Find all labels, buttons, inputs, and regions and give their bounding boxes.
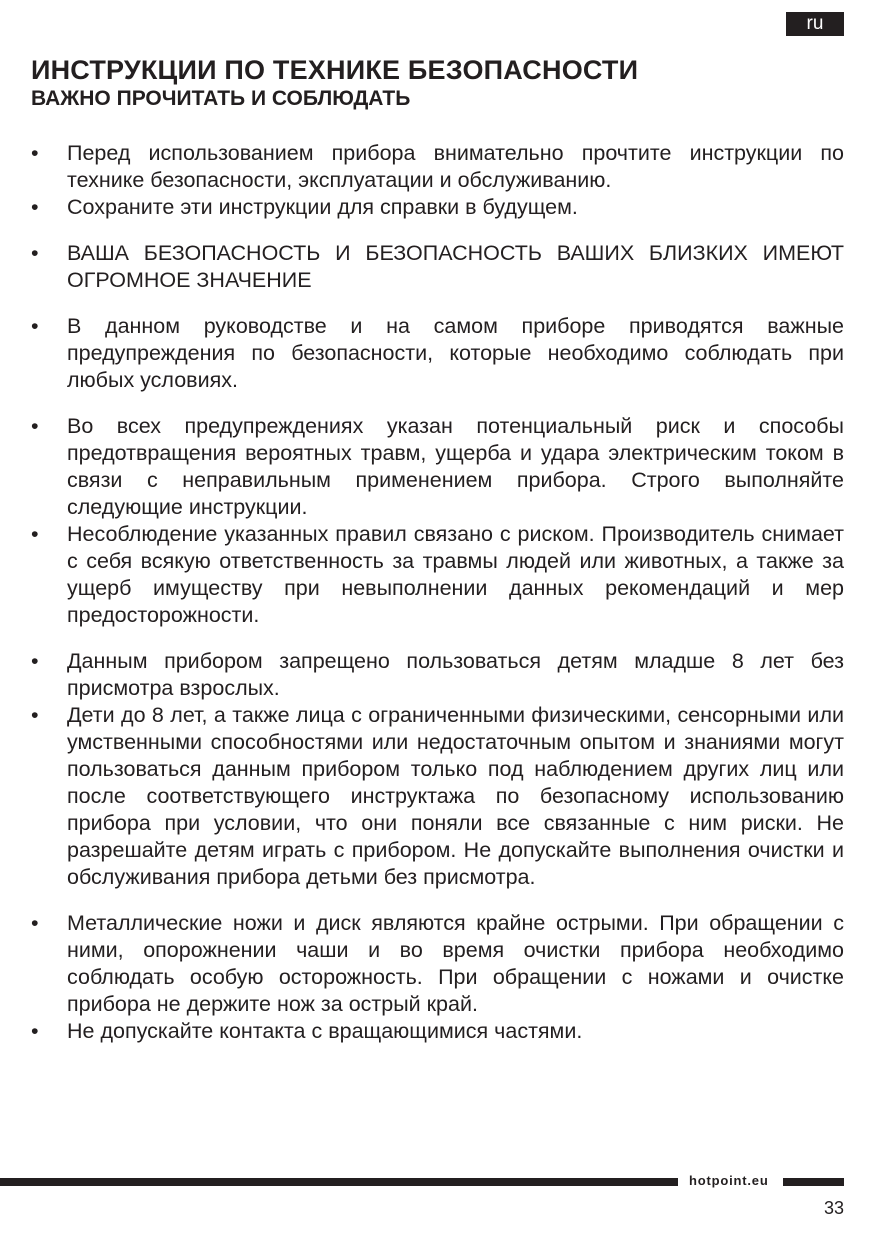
- instruction-text: ВАША БЕЗОПАСНОСТЬ И БЕЗОПАСНОСТЬ ВАШИХ БЛИЗКИХ ИМЕЮТ ОГРОМНОЕ ЗНАЧЕНИЕ: [67, 241, 844, 292]
- instruction-group: [31, 140, 844, 221]
- instruction-group: [31, 910, 844, 1045]
- bullet-icon: •: [31, 703, 39, 727]
- instruction-text: Дети до 8 лет, а также лица с ограниченными физическими, сенсорными или умственными способностями или недостаточным опытом и знаниями могут пользоваться данным прибором только под наблюдением других лиц или после соответствующего инструктажа по безопасному использованию прибора при условии, что они поняли все связанные с ним риски. Не разрешайте детям играть с прибором. Не допускайте выполнения очистки и обслуживания прибора детьми без присмотра.: [67, 703, 844, 889]
- page-number: 33: [823, 1198, 844, 1218]
- instruction-text: Данным прибором запрещено пользоваться детям младше 8 лет без присмотра взрослых.: [67, 649, 844, 700]
- bullet-icon: •: [31, 414, 39, 438]
- instruction-item: [31, 413, 844, 521]
- instruction-item: [31, 1018, 844, 1045]
- instruction-text: В данном руководстве и на самом приборе приводятся важные предупреждения по безопасности, которые необходимо соблюдать при любых условиях.: [67, 314, 844, 392]
- instruction-item: [31, 194, 844, 221]
- bullet-icon: •: [31, 241, 39, 265]
- instruction-item: [31, 702, 844, 891]
- instruction-group: [31, 648, 844, 891]
- footer-rule-left: [0, 1178, 678, 1186]
- bullet-icon: •: [31, 911, 39, 935]
- instruction-text: Сохраните эти инструкции для справки в будущем.: [67, 195, 578, 219]
- instruction-group: [31, 313, 844, 394]
- bullet-icon: •: [31, 1019, 39, 1043]
- safety-instructions-list: [31, 140, 844, 1064]
- bullet-icon: •: [31, 522, 39, 546]
- instruction-group: [31, 413, 844, 629]
- page-title: ИНСТРУКЦИИ ПО ТЕХНИКЕ БЕЗОПАСНОСТИ: [31, 55, 639, 85]
- instruction-item: [31, 140, 844, 194]
- bullet-icon: •: [31, 141, 39, 165]
- instruction-item: [31, 910, 844, 1018]
- bullet-icon: •: [31, 314, 39, 338]
- footer-brand: hotpoint.eu: [689, 1173, 769, 1188]
- bullet-icon: •: [31, 195, 39, 219]
- instruction-item: [31, 648, 844, 702]
- instruction-group: [31, 240, 844, 294]
- instruction-text: Перед использованием прибора внимательно прочтите инструкции по технике безопасности, эксплуатации и обслуживанию.: [67, 141, 844, 192]
- bullet-icon: •: [31, 649, 39, 673]
- language-badge: ru: [786, 12, 844, 36]
- instruction-text: Металлические ножи и диск являются крайне острыми. При обращении с ними, опорожнении чаши и во время очистки прибора необходимо соблюдать особую осторожность. При обращении с ножами и очистке прибора не держите нож за острый край.: [67, 911, 844, 1016]
- instruction-item: [31, 240, 844, 294]
- instruction-text: Во всех предупреждениях указан потенциальный риск и способы предотвращения вероятных травм, ущерба и удара электрическим током в связи с неправильным применением прибора. Строго выполняйте следующие инструкции.: [67, 414, 844, 519]
- instruction-item: [31, 521, 844, 629]
- instruction-item: [31, 313, 844, 394]
- instruction-text: Несоблюдение указанных правил связано с риском. Производитель снимает с себя всякую ответственность за травмы людей или животных, а также за ущерб имуществу при невыполнении данных рекомендаций и мер предосторожности.: [67, 522, 844, 627]
- instruction-text: Не допускайте контакта с вращающимися частями.: [67, 1019, 583, 1043]
- footer-rule-right: [783, 1178, 844, 1186]
- page-subtitle: ВАЖНО ПРОЧИТАТЬ И СОБЛЮДАТЬ: [31, 87, 411, 110]
